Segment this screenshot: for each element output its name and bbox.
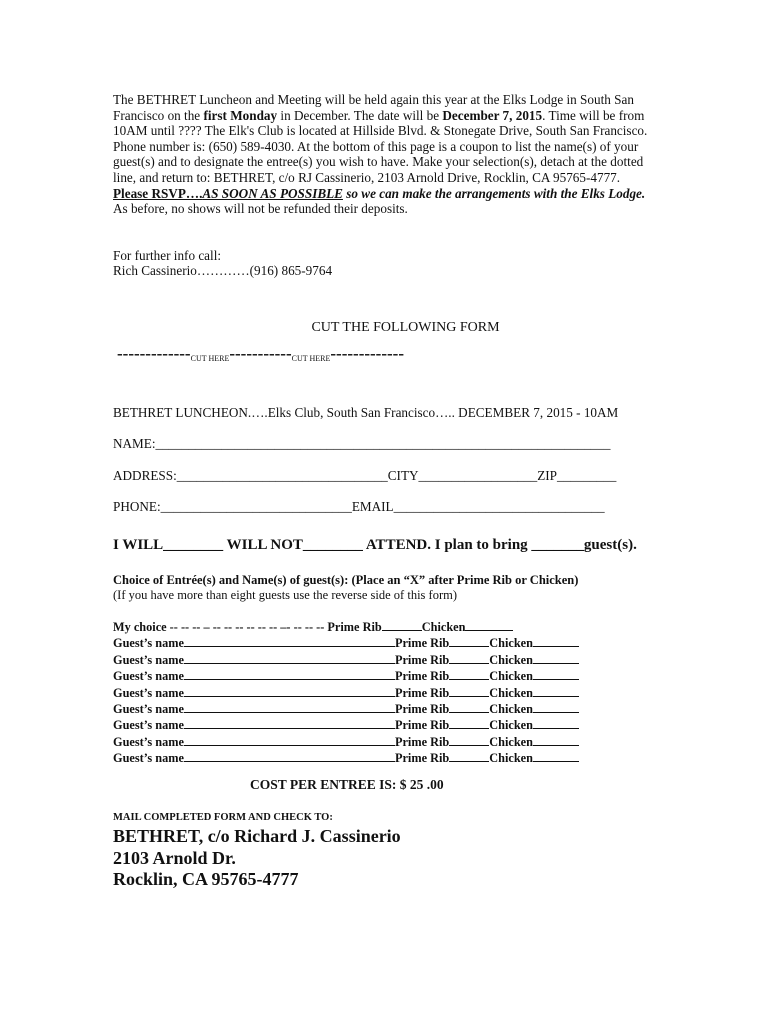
attend-line[interactable]: I WILL________ WILL NOT________ ATTEND. I plan to bring _______guest(s). <box>113 537 637 553</box>
guest-row[interactable] <box>113 734 579 750</box>
prime-rib-label: Prime Rib <box>394 685 450 700</box>
prime-rib-label: Prime Rib <box>394 718 450 733</box>
chicken-label: Chicken <box>489 702 533 717</box>
asap-text: AS SOON AS POSSIBLE <box>202 185 343 201</box>
cut-title: CUT THE FOLLOWING FORM <box>311 320 500 335</box>
guest-row[interactable] <box>113 668 579 684</box>
chicken-label: Chicken <box>489 751 533 766</box>
cut-dashes-right: ------------- <box>330 344 404 363</box>
guest-row[interactable] <box>113 750 579 766</box>
guest-name-label: Guest’s name <box>113 652 184 667</box>
prime-rib-label: Prime Rib <box>394 636 450 651</box>
name-field[interactable]: NAME:_____________________________________________________________________ <box>113 436 611 451</box>
guest-row[interactable] <box>113 701 579 717</box>
chicken-label: Chicken <box>489 636 533 651</box>
guest-name-label: Guest’s name <box>113 669 184 684</box>
address-line-2: 2103 Arnold Dr. <box>113 847 236 868</box>
chicken-label: Chicken <box>421 620 466 634</box>
guest-name-label: Guest’s name <box>113 734 184 749</box>
prime-rib-label: Prime Rib <box>394 669 450 684</box>
document-page <box>113 92 658 889</box>
guest-name-label: Guest’s name <box>113 636 184 651</box>
intro-text-3: . Time will be from 10AM until ???? The Elk's Club is located at Hillside Blvd. & Stonegate Drive, South San Francisco. Phone number is: (650) 589-4030. At the bottom of this page is a coupon to list the name(s) of your guest(s) and to designate the entree(s) you wish to have. Make your selection(s), detach at the dotted line, and return to: BETHRET, c/o RJ Cassinerio, 2103 Arnold Drive, Rocklin, CA 95765-4777. <box>113 107 648 185</box>
rsvp-text: Please RSVP…. <box>113 185 203 201</box>
guest-row[interactable] <box>113 685 579 701</box>
intro-paragraph <box>113 92 658 217</box>
chicken-label: Chicken <box>489 718 533 733</box>
cut-dashes-mid: ----------- <box>229 344 292 363</box>
event-line: BETHRET LUNCHEON.….Elks Club, South San Francisco….. DECEMBER 7, 2015 - 10AM <box>113 405 619 420</box>
choice-heading: Choice of Entrée(s) and Name(s) of guest(s): (Place an “X” after Prime Rib or Chicken) <box>113 573 579 587</box>
mailing-address <box>113 826 401 891</box>
asap-rest-text: so we can make the arrangements with the Elks Lodge. <box>342 185 646 201</box>
cut-here-label-2: CUT HERE <box>291 354 331 363</box>
chicken-label: Chicken <box>489 685 533 700</box>
intro-text-2: in December. The date will be <box>277 107 443 123</box>
guest-row[interactable] <box>113 652 579 668</box>
intro-text-1: The BETHRET Luncheon and Meeting will be held again this year at the Elks Lodge in South San Francisco on the <box>113 92 634 123</box>
first-monday-text: first Monday <box>203 107 278 123</box>
my-choice-label: My choice -- -- -- – -- -- -- -- -- -- –- -- -- -- <box>113 620 328 634</box>
prime-rib-label: Prime Rib <box>327 620 382 634</box>
address-line-3: Rocklin, CA 95765-4777 <box>113 869 299 889</box>
guest-name-label: Guest’s name <box>113 718 184 733</box>
address-line-1: BETHRET, c/o Richard J. Cassinerio <box>113 826 401 846</box>
cut-line <box>117 344 657 364</box>
info-line-1: For further info call: <box>113 247 222 263</box>
info-line-2: Rich Cassinerio…………(916) 865-9764 <box>113 263 333 279</box>
cut-here-label-1: CUT HERE <box>190 354 230 363</box>
mail-label: MAIL COMPLETED FORM AND CHECK TO: <box>113 812 333 823</box>
choice-note: (If you have more than eight guests use the reverse side of this form) <box>113 588 457 602</box>
chicken-label: Chicken <box>489 652 533 667</box>
address-field[interactable]: ADDRESS:________________________________CITY__________________ZIP_________ <box>113 468 617 483</box>
event-date-text: December 7, 2015 <box>442 107 543 123</box>
guest-row[interactable] <box>113 717 579 733</box>
cost-line: COST PER ENTREE IS: $ 25 .00 <box>250 777 444 792</box>
guest-name-label: Guest’s name <box>113 702 184 717</box>
prime-rib-label: Prime Rib <box>394 734 450 749</box>
guest-row[interactable] <box>113 635 579 651</box>
intro-text-4: As before, no shows will not be refunded their deposits. <box>113 201 408 217</box>
cut-dashes-left: ------------- <box>117 344 191 363</box>
phone-email-field[interactable]: PHONE:_____________________________EMAIL________________________________ <box>113 499 605 514</box>
my-choice-row[interactable] <box>113 619 579 635</box>
prime-rib-label: Prime Rib <box>394 751 450 766</box>
guest-name-label: Guest’s name <box>113 751 184 766</box>
prime-rib-label: Prime Rib <box>394 652 450 667</box>
guest-name-label: Guest’s name <box>113 685 184 700</box>
entree-choice-table <box>113 619 579 767</box>
chicken-label: Chicken <box>489 734 533 749</box>
contact-info <box>113 248 658 279</box>
prime-rib-label: Prime Rib <box>394 702 450 717</box>
chicken-label: Chicken <box>489 669 533 684</box>
